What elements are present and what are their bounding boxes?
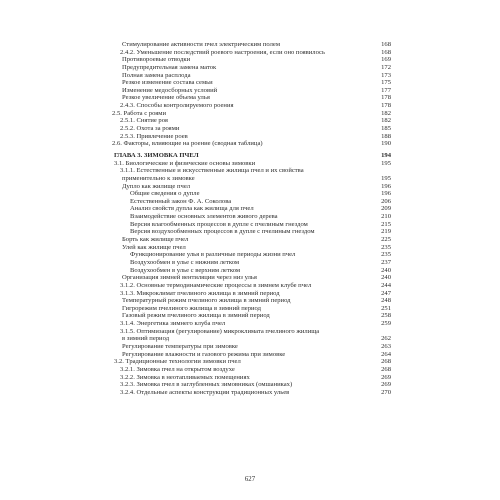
toc-entry-title: Стимулирование активности пчел электрическим полем — [122, 41, 280, 48]
toc-entry — [112, 49, 391, 57]
toc-entry-page: 268 — [381, 365, 391, 373]
toc-entry-page: 244 — [381, 281, 391, 289]
toc-entry — [112, 374, 391, 382]
toc-entry — [112, 320, 391, 328]
toc-entry-page: 175 — [381, 79, 391, 87]
toc-entry-title: Борть как жилище пчел — [122, 236, 189, 244]
toc-entry — [112, 274, 391, 282]
toc-entry — [112, 190, 391, 198]
toc-entry-title: Воздухообмен в улье с верхним летком — [130, 266, 241, 274]
toc-entry-title: 2.5.3. Привлечение роев — [120, 132, 188, 140]
toc-entry — [112, 343, 391, 351]
toc-entry-page: 264 — [381, 350, 391, 358]
toc-entry — [112, 79, 391, 87]
toc-entry-page: 210 — [381, 213, 391, 221]
toc-entry-title: Предупредительная замена маток — [122, 63, 217, 71]
toc-entry — [112, 297, 391, 305]
toc-entry — [112, 140, 391, 148]
toc-entry — [112, 64, 391, 72]
toc-entry — [112, 335, 391, 343]
toc-entry-title: Противороевые отводки — [122, 56, 191, 64]
toc-entry-page: 206 — [381, 197, 391, 205]
toc-entry-page: 172 — [381, 63, 391, 71]
toc-entry — [112, 358, 391, 366]
toc-entry-title: 2.5. Работа с роями — [112, 109, 167, 117]
toc-entry-page: 237 — [381, 258, 391, 266]
toc-entry-title: в зимний период — [122, 335, 170, 343]
toc-entry — [112, 312, 391, 320]
toc-entry-title: 2.5.1. Снятие роя — [120, 117, 168, 125]
toc-entry-page: 182 — [381, 117, 391, 125]
toc-entry — [112, 290, 391, 298]
toc-entry — [112, 133, 391, 141]
toc-entry-title: 3.1.4. Энергетика зимнего клуба пчел — [120, 320, 226, 328]
toc-entry-page: 225 — [381, 236, 391, 244]
toc-entry-page: 215 — [381, 220, 391, 228]
toc-entry-title: Взаимодействие основных элементов живого дерева — [130, 213, 278, 221]
toc-entry — [112, 305, 391, 313]
toc-entry-page: 248 — [381, 297, 391, 305]
toc-entry — [112, 175, 391, 183]
toc-entry-title: Функционирование улья в различные периоды жизни пчел — [130, 251, 296, 259]
toc-entry-title: Регулирование влажности и газового режима при зимовке — [122, 350, 286, 358]
toc-entry-title: Газовый режим пчелиного жилища в зимний период — [122, 312, 270, 320]
toc-entry-page: 251 — [381, 304, 391, 312]
toc-entry-page: 168 — [381, 48, 391, 56]
toc-entry-page: 219 — [381, 228, 391, 236]
toc-entry — [112, 167, 391, 175]
toc-entry-title: Гигрорежим пчелиного жилища в зимний период — [122, 304, 262, 312]
toc-entry — [112, 102, 391, 110]
toc-entry-title: 3.2.2. Зимовка в неотапливаемых помещениях — [120, 373, 250, 381]
toc-entry-page: 209 — [381, 205, 391, 213]
toc-entry-page: 262 — [381, 335, 391, 343]
toc-entry-title: 3.2.3. Зимовка пчел в заглубленных зимовниках (омшаниках) — [120, 381, 293, 389]
toc-entry-page: 259 — [381, 320, 391, 328]
toc-entry-page: 240 — [381, 266, 391, 274]
toc-entry — [112, 267, 391, 275]
toc-entry-page: 182 — [381, 109, 391, 117]
toc-entry-page: 185 — [381, 125, 391, 133]
toc-entry — [112, 366, 391, 374]
toc-entry-title: 2.4.2. Уменьшение последствий роевого настроения, если оно появилось — [120, 48, 325, 56]
toc-entry-title: 3.1.1. Естественные и искусственные жилища пчел и их свойства — [120, 167, 304, 175]
toc-entry — [112, 251, 391, 259]
toc-entry — [112, 389, 391, 397]
toc-entry — [112, 221, 391, 229]
toc-entry-page: 168 — [381, 41, 391, 48]
toc-entry — [112, 328, 391, 336]
toc-entry-page: 263 — [381, 342, 391, 350]
toc-entry-title: Анализ свойств дупла как жилища для пчел — [130, 205, 254, 213]
toc-entry — [112, 183, 391, 191]
toc-entry — [112, 205, 391, 213]
toc-entry-page: 269 — [381, 373, 391, 381]
toc-entry-page: 178 — [381, 94, 391, 102]
toc-entry-page: 269 — [381, 381, 391, 389]
toc-entry-page: 270 — [381, 388, 391, 396]
toc-entry — [112, 198, 391, 206]
toc-entry-title: применительно к зимовке — [122, 174, 195, 182]
toc-entry — [112, 87, 391, 95]
toc-entry-page: 173 — [381, 71, 391, 79]
toc-entry-title: 3.1. Биологические и физические основы зимовки — [114, 159, 256, 167]
toc-entry-title: Изменение медосборных условий — [122, 86, 218, 94]
toc-entry-title: 3.1.5. Оптимизация (регулирование) микроклимата пчелиного жилища — [120, 327, 320, 335]
toc-entry-page: 169 — [381, 56, 391, 64]
toc-entry-title: 3.2.4. Отдельные аспекты конструкции традиционных ульев — [120, 388, 290, 396]
toc-entry-title: 3.1.2. Основные термодинамические процессы в зимнем клубе пчел — [120, 281, 312, 289]
toc-entry-page: 177 — [381, 86, 391, 94]
toc-entry-title: 3.2. Традиционные технологии зимовки пчел — [114, 358, 241, 366]
toc-entry-title: Естественный закон Ф. А. Соколова — [130, 197, 232, 205]
toc-entry-page: 195 — [381, 159, 391, 167]
toc-entry-page: 235 — [381, 243, 391, 251]
toc-entry-title: Температурный режим пчелиного жилища в зимний период — [122, 297, 291, 305]
toc-entry-page: 196 — [381, 182, 391, 190]
toc-entry-title: Дупло как жилище пчел — [122, 182, 191, 190]
toc-entry — [112, 282, 391, 290]
toc-entry — [112, 72, 391, 80]
toc-entry — [112, 236, 391, 244]
chapter-heading-row — [112, 152, 391, 160]
toc-entry — [112, 381, 391, 389]
toc-entry-title: Полная замена расплода — [122, 71, 191, 79]
toc-entry-page: 268 — [381, 358, 391, 366]
toc-entry-page: 195 — [381, 174, 391, 182]
toc-entry — [112, 94, 391, 102]
toc-entry-title: ГЛАВА 3. ЗИМОВКА ПЧЕЛ — [114, 151, 199, 159]
toc-entry — [112, 259, 391, 267]
toc-entry — [112, 125, 391, 133]
table-of-contents — [112, 41, 391, 396]
toc-entry-page: 258 — [381, 312, 391, 320]
toc-entry-title: Версия воздухообменных процессов в дупле с пчелиным гнездом — [130, 228, 315, 236]
toc-entry — [112, 41, 391, 49]
toc-entry-page: 194 — [381, 151, 391, 159]
toc-entry-title: 3.2.1. Зимовка пчел на открытом воздухе — [120, 365, 235, 373]
toc-entry-page: 190 — [381, 140, 391, 148]
toc-entry — [112, 213, 391, 221]
toc-entry-page: 240 — [381, 274, 391, 282]
toc-entry-title: 3.1.3. Микроклимат пчелиного жилища в зимний период — [120, 289, 280, 297]
toc-entry — [112, 56, 391, 64]
toc-entry — [112, 228, 391, 236]
toc-entry — [112, 351, 391, 359]
toc-entry — [112, 160, 391, 168]
toc-entry-title: 2.4.3. Способы контролируемого роения — [120, 102, 234, 110]
toc-entry-title: 2.6. Факторы, влияющие на роение (сводная таблица) — [112, 140, 263, 148]
toc-entry — [112, 244, 391, 252]
toc-entry-title: Воздухообмен в улье с нижним летком — [130, 258, 240, 266]
toc-entry-title: Общие сведения о дупле — [130, 190, 200, 198]
toc-entry-page: 235 — [381, 251, 391, 259]
toc-entry — [112, 110, 391, 118]
toc-entry-page: 247 — [381, 289, 391, 297]
toc-entry-title: Регулирование температуры при зимовке — [122, 342, 238, 350]
toc-entry-title: 2.5.2. Охота за роями — [120, 125, 180, 133]
toc-entry-title: Улей как жилище пчел — [122, 243, 186, 251]
page-number: 627 — [244, 476, 256, 483]
toc-entry-page: 196 — [381, 190, 391, 198]
toc-entry-title: Резкое увеличение объема улья — [122, 94, 210, 102]
toc-entry-title: Версия влагообменных процессов в дупле с пчелиным гнездом — [130, 220, 308, 228]
toc-entry-title: Организация зимней вентиляции через низ улья — [122, 274, 257, 282]
toc-entry-title: Резкое изменение состава семьи — [122, 79, 213, 87]
toc-entry — [112, 117, 391, 125]
toc-entry-page: 188 — [381, 132, 391, 140]
toc-entry-page: 178 — [381, 102, 391, 110]
